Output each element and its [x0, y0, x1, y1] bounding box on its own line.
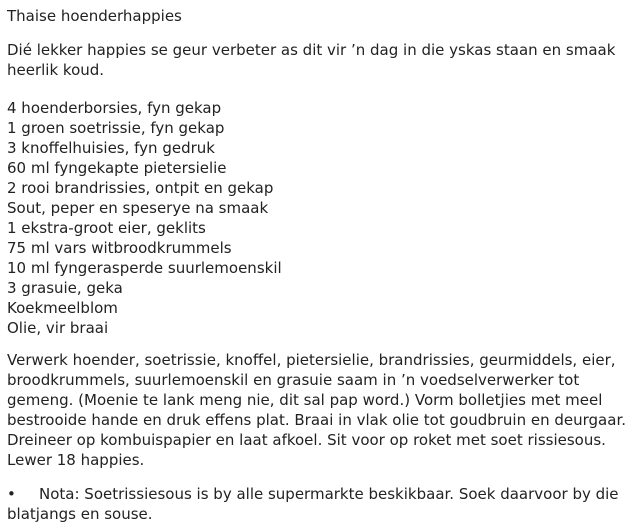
- recipe-intro: Dié lekker happies se geur verbeter as dit vir ’n dag in die yskas staan en smaak heerlik koud.: [7, 41, 616, 79]
- recipe-title: Thaise hoenderhappies: [7, 7, 182, 25]
- ingredient-item: 3 grasuie, geka: [7, 279, 123, 297]
- ingredient-item: 3 knoffelhuisies, fyn gedruk: [7, 139, 215, 157]
- ingredient-item: 4 hoenderborsies, fyn gekap: [7, 99, 222, 117]
- ingredient-item: 75 ml vars witbroodkrummels: [7, 239, 232, 257]
- ingredient-item: 2 rooi brandrissies, ontpit en gekap: [7, 179, 274, 197]
- ingredient-item: Sout, peper en speserye na smaak: [7, 199, 269, 217]
- note-text: Nota: Soetrissiesous is by alle supermarkte beskikbaar. Soek daarvoor by die blatjangs en souse.: [7, 485, 619, 523]
- ingredient-item: Koekmeelblom: [7, 299, 118, 317]
- ingredient-item: 1 groen soetrissie, fyn gekap: [7, 119, 225, 137]
- ingredient-item: 60 ml fyngekapte pietersielie: [7, 159, 227, 177]
- recipe-article: [7, 6, 635, 524]
- recipe-method: Verwerk hoender, soetrissie, knoffel, pietersielie, brandrissies, geurmiddels, eier, broodkrummels, suurlemoenskil en grasuie saam in ’n voedselverwerker tot gemeng. (Moenie te lank meng nie, dit sal pap word.) Vorm bolletjies met meel bestrooide hande en druk effens plat. Braai in vlak olie tot goudbruin en deurgaar. Dreineer op kombuispapier en laat afkoel. Sit voor op roket met soet rissiesous. Lewer 18 happies.: [7, 351, 626, 469]
- note-list: [7, 484, 635, 524]
- ingredient-item: 1 ekstra-groot eier, geklits: [7, 219, 206, 237]
- bullet-icon: •: [7, 485, 16, 503]
- ingredient-list: [7, 98, 635, 338]
- ingredient-item: Olie, vir braai: [7, 319, 109, 337]
- note-item: [7, 484, 635, 524]
- ingredient-item: 10 ml fyngerasperde suurlemoenskil: [7, 259, 282, 277]
